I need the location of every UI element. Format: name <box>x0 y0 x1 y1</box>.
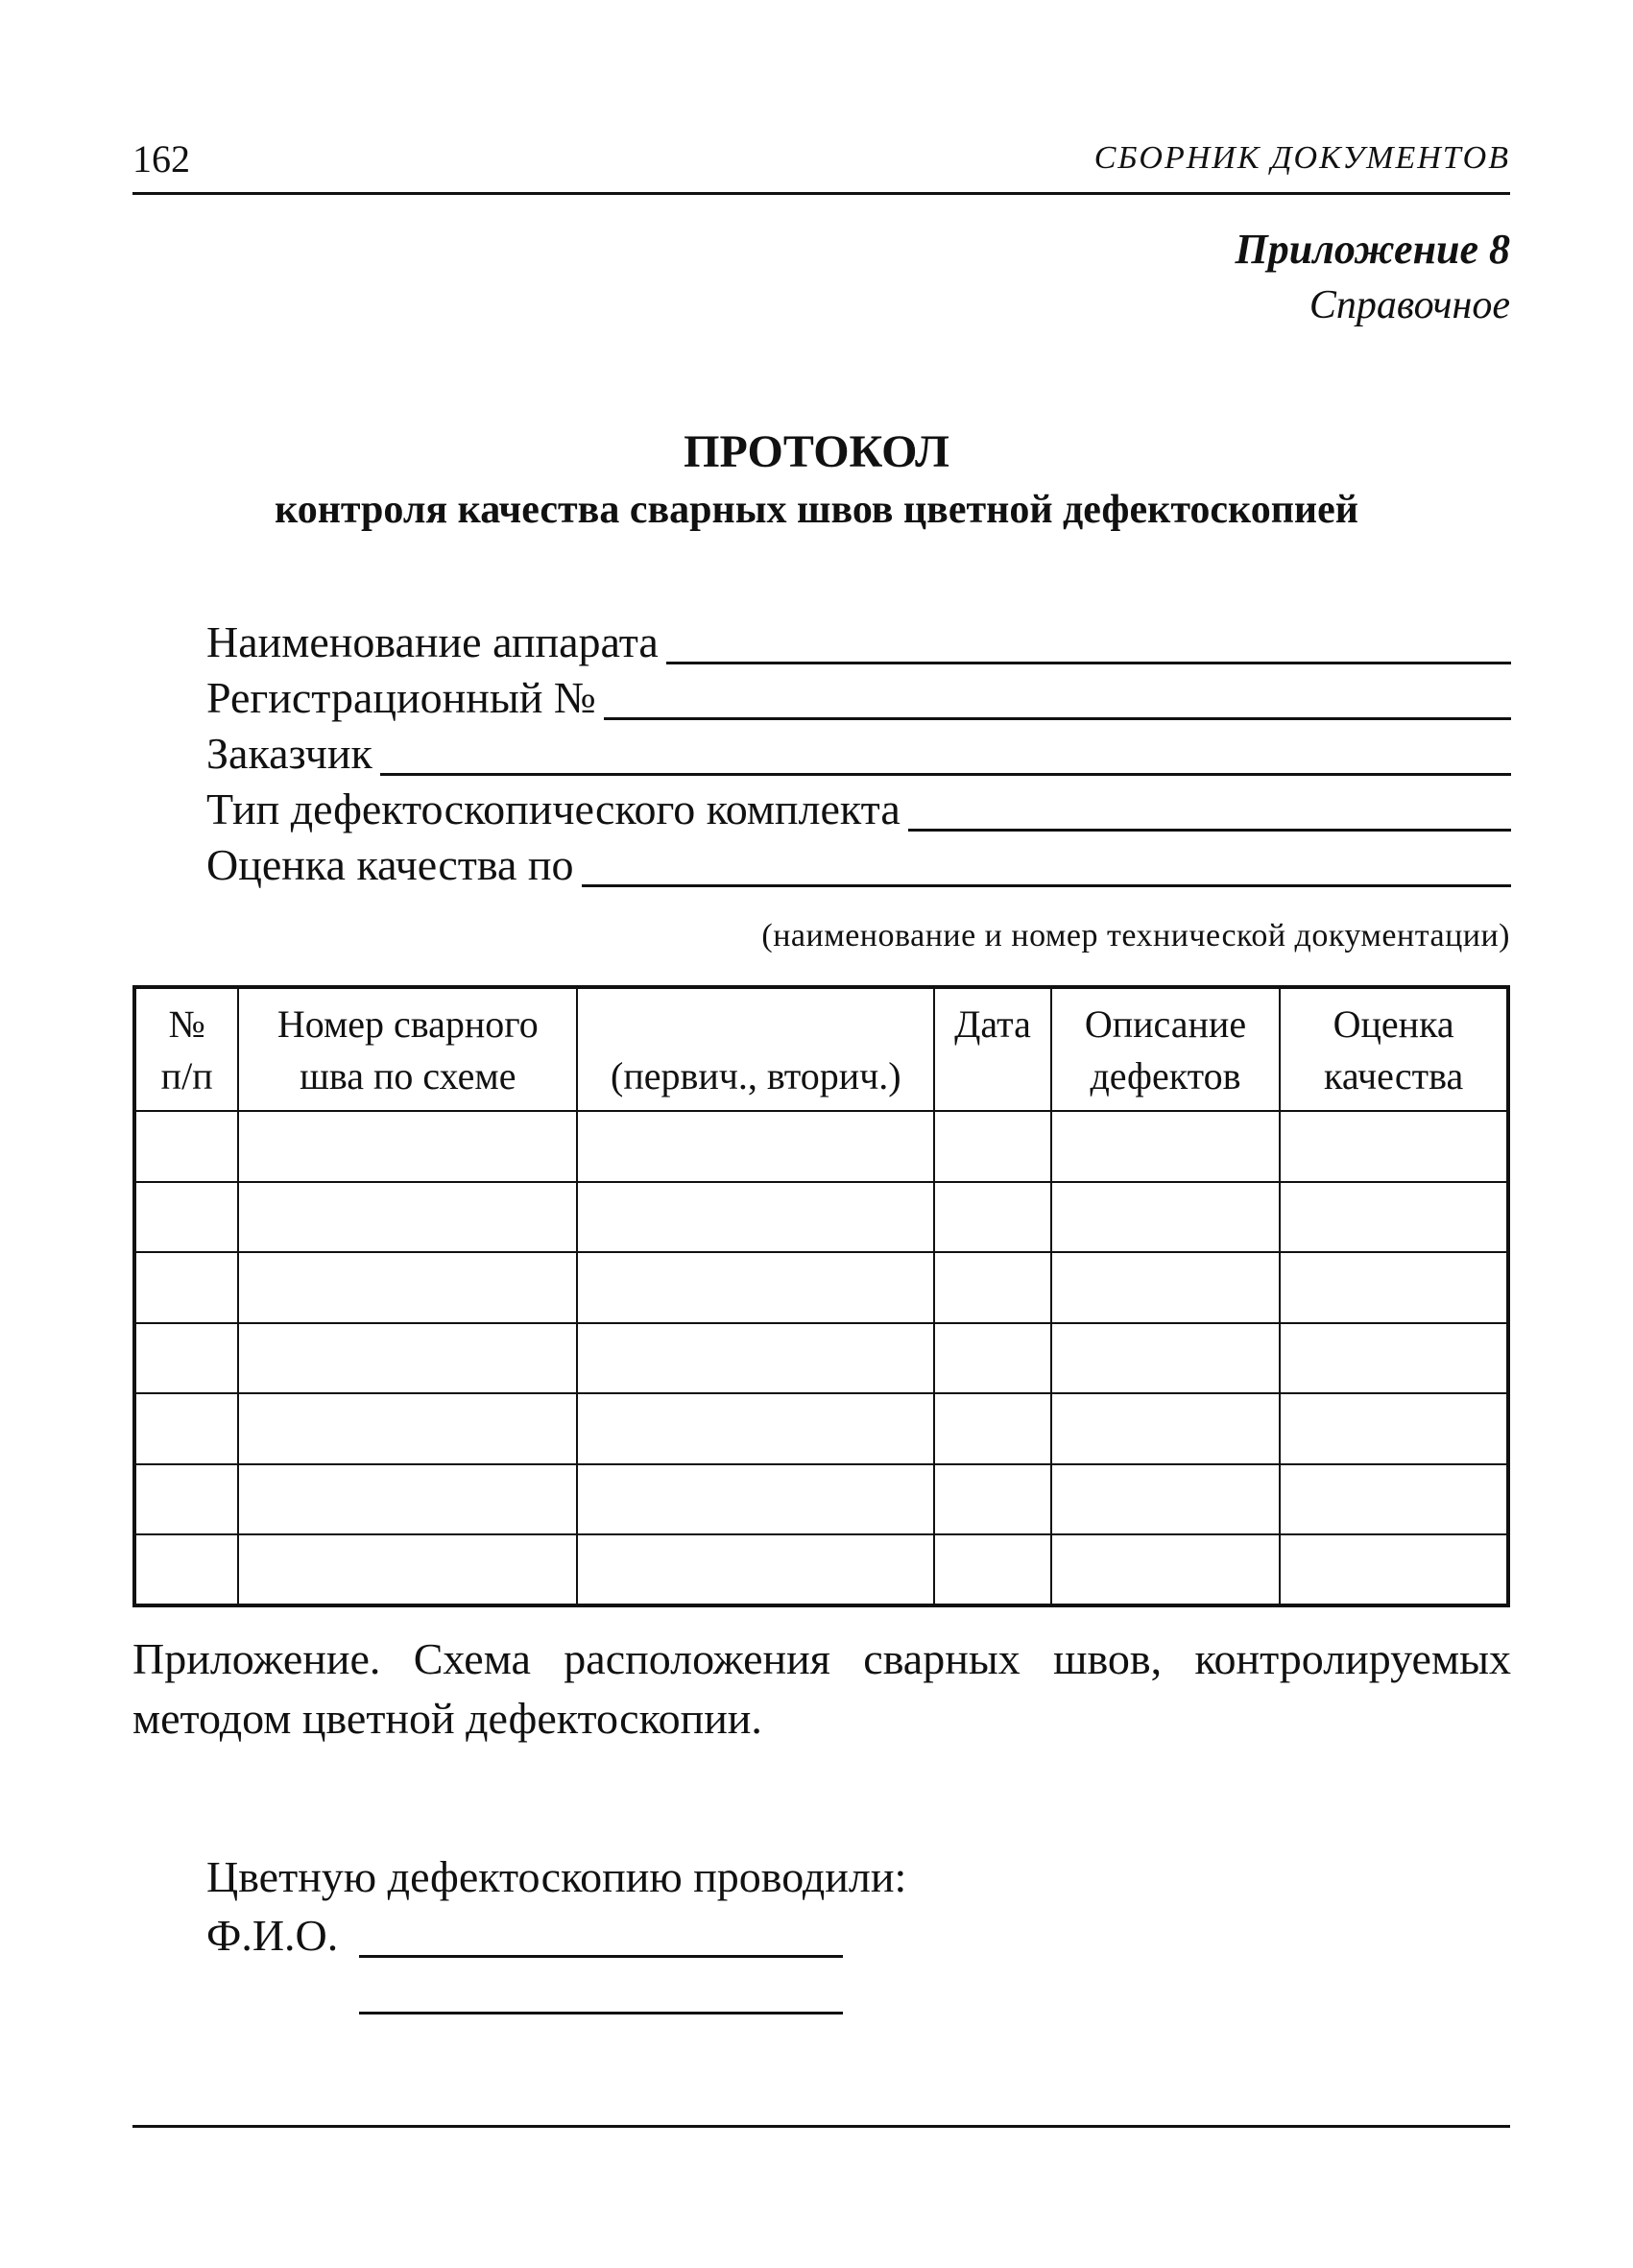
table-cell[interactable] <box>577 1111 934 1182</box>
table-cell[interactable] <box>1051 1252 1281 1323</box>
field-blank-line[interactable] <box>582 840 1511 887</box>
footer-rule <box>132 2125 1510 2128</box>
field-kit-type <box>206 782 1511 832</box>
field-apparatus-name <box>206 615 1511 664</box>
column-header-line: № <box>168 1002 205 1046</box>
document-subtitle: контроля качества сварных швов цветной дефектоскопией <box>275 488 1358 532</box>
table-cell[interactable] <box>1051 1393 1281 1464</box>
document-title: ПРОТОКОЛ <box>684 426 949 477</box>
table-cell[interactable] <box>238 1111 577 1182</box>
table-cell[interactable] <box>1280 1182 1508 1253</box>
appendix-note: Приложение. Схема расположения сварных швов, контролируемых методом цветной дефектоскопии. <box>132 1634 1511 1743</box>
table-cell[interactable] <box>134 1111 238 1182</box>
table-row <box>134 1534 1508 1605</box>
table-cell[interactable] <box>238 1464 577 1535</box>
table-cell[interactable] <box>134 1182 238 1253</box>
protocol-table <box>132 985 1510 1607</box>
field-label: Регистрационный № <box>206 673 596 722</box>
table-cell[interactable] <box>134 1252 238 1323</box>
table-row <box>134 1182 1508 1253</box>
table-cell[interactable] <box>134 1464 238 1535</box>
signature-caption: Цветную дефектоскопию проводили: <box>206 1852 907 1901</box>
field-blank-line[interactable] <box>666 617 1511 664</box>
field-label: Тип дефектоскопического комплекта <box>206 784 901 833</box>
table-cell[interactable] <box>934 1182 1050 1253</box>
table-cell[interactable] <box>1051 1323 1281 1394</box>
table-cell[interactable] <box>134 1393 238 1464</box>
column-header <box>1280 987 1508 1111</box>
table-cell[interactable] <box>934 1534 1050 1605</box>
table-cell[interactable] <box>934 1393 1050 1464</box>
table-cell[interactable] <box>934 1464 1050 1535</box>
running-title: СБОРНИК ДОКУМЕНТОВ <box>1093 140 1510 176</box>
table-cell[interactable] <box>134 1534 238 1605</box>
table-cell[interactable] <box>934 1323 1050 1394</box>
page-number: 162 <box>132 137 190 181</box>
column-header-line: (первич., вторич.) <box>611 1054 901 1098</box>
table-cell[interactable] <box>934 1111 1050 1182</box>
field-registration-number <box>206 670 1511 720</box>
field-label: Заказчик <box>206 729 372 778</box>
field-blank-line[interactable] <box>908 784 1511 832</box>
column-header-line: качества <box>1324 1054 1464 1098</box>
table-cell[interactable] <box>1051 1464 1281 1535</box>
table-cell[interactable] <box>577 1252 934 1323</box>
column-header-line: Номер сварного <box>276 1002 539 1046</box>
field-note: (наименование и номер технической документации) <box>761 918 1510 953</box>
header-rule <box>132 192 1510 195</box>
appendix-label: Приложение 8 <box>1235 226 1510 273</box>
table-cell[interactable] <box>1051 1182 1281 1253</box>
field-label: Наименование аппарата <box>206 617 659 666</box>
table-cell[interactable] <box>577 1323 934 1394</box>
column-header <box>934 987 1050 1111</box>
table-cell[interactable] <box>1280 1393 1508 1464</box>
table-cell[interactable] <box>238 1252 577 1323</box>
table-header-row <box>134 987 1508 1111</box>
table-cell[interactable] <box>577 1182 934 1253</box>
table-cell[interactable] <box>934 1252 1050 1323</box>
table-cell[interactable] <box>238 1323 577 1394</box>
table-row <box>134 1464 1508 1535</box>
table-cell[interactable] <box>1051 1534 1281 1605</box>
table-cell[interactable] <box>1280 1323 1508 1394</box>
table-body <box>134 1111 1508 1605</box>
table-cell[interactable] <box>238 1393 577 1464</box>
field-customer <box>206 726 1511 776</box>
table-cell[interactable] <box>1280 1534 1508 1605</box>
field-blank-line[interactable] <box>604 673 1511 720</box>
table-cell[interactable] <box>238 1534 577 1605</box>
table-row <box>134 1393 1508 1464</box>
column-header-line: Описание <box>1084 1002 1247 1046</box>
table-cell[interactable] <box>577 1534 934 1605</box>
table-row <box>134 1111 1508 1182</box>
field-label: Оценка качества по <box>206 840 574 889</box>
table-cell[interactable] <box>134 1323 238 1394</box>
column-header <box>1051 987 1281 1111</box>
column-header-line: шва по схеме <box>300 1054 516 1098</box>
fio-label: Ф.И.О. <box>206 1911 339 1960</box>
fio-blank-line[interactable] <box>359 1955 843 1958</box>
column-header <box>238 987 577 1111</box>
table-cell[interactable] <box>1051 1111 1281 1182</box>
table-cell[interactable] <box>1280 1252 1508 1323</box>
table-cell[interactable] <box>577 1393 934 1464</box>
column-header-line: п/п <box>160 1054 213 1098</box>
column-header <box>577 987 934 1111</box>
field-blank-line[interactable] <box>380 729 1511 776</box>
table-cell[interactable] <box>238 1182 577 1253</box>
table-row <box>134 1323 1508 1394</box>
table-cell[interactable] <box>1280 1111 1508 1182</box>
field-quality-assessment <box>206 837 1511 887</box>
signature-blank-line[interactable] <box>359 2012 843 2015</box>
table-cell[interactable] <box>577 1464 934 1535</box>
table-row <box>134 1252 1508 1323</box>
table-cell[interactable] <box>1280 1464 1508 1535</box>
column-header <box>134 987 238 1111</box>
column-header-line: дефектов <box>1090 1054 1241 1098</box>
column-header-line: Дата <box>954 1002 1031 1046</box>
column-header-line: Оценка <box>1333 1002 1454 1046</box>
appendix-status: Справочное <box>1309 283 1510 327</box>
